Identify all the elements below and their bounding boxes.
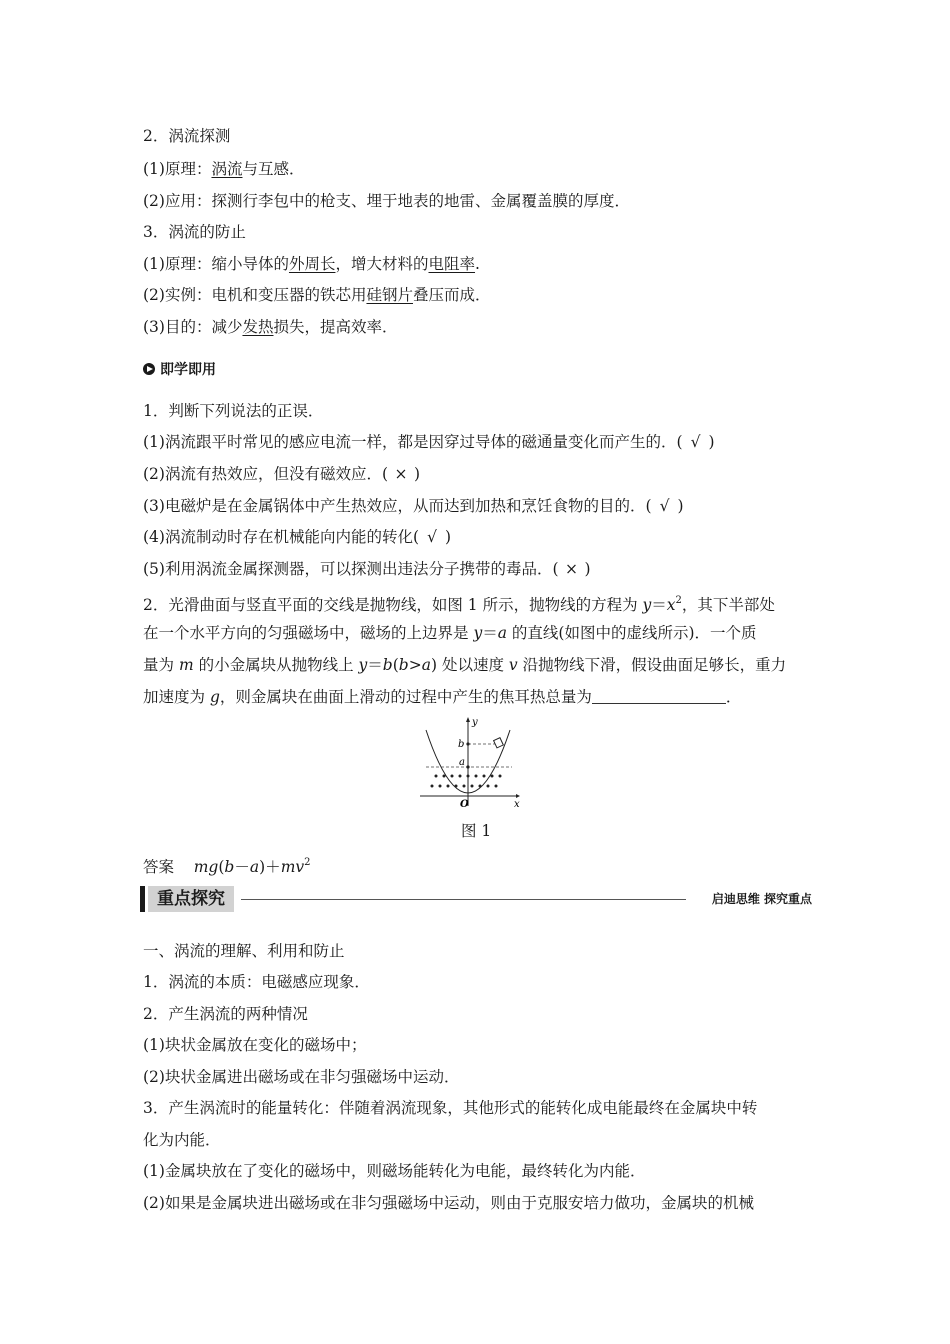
math-var: x (666, 596, 676, 614)
key-title: 一、涡流的理解、利用和防止 (143, 942, 345, 960)
judgement-item (143, 463, 420, 485)
magnetic-field-dots (431, 775, 502, 788)
label-a: a (459, 757, 465, 768)
q2-text: 的直线(如图中的虚线所示)．一个质 (506, 624, 757, 642)
label-origin: O (460, 799, 469, 810)
judgement-text: (5)利用涡流金属探测器，可以探测出违法分子携带的毒品．( (143, 560, 559, 578)
math-var: y (358, 656, 368, 674)
math-op: － (234, 858, 250, 876)
judgement-close: ) (677, 497, 684, 515)
q2-text: 量为 (143, 656, 179, 674)
banner-bar (140, 886, 145, 912)
figure-caption: 图 1 (461, 822, 492, 840)
math-var: a (497, 624, 507, 642)
math-var: v (508, 656, 518, 674)
banner-rule (241, 899, 686, 900)
blank-answer: 电阻率 (428, 255, 476, 273)
section-2-item-1 (143, 158, 305, 180)
key-line: (2)如果是金属块进出磁场或在非匀强磁场中运动，则由于克服安培力做功，金属块的机械 (143, 1194, 754, 1212)
judgement-item (143, 558, 591, 580)
item-mid: ，增大材料的 (335, 255, 429, 273)
judgement-text: (4)涡流制动时存在机械能向内能的转化( (143, 528, 420, 546)
answer-line (143, 852, 311, 878)
judgement-text: (3)电磁炉是在金属锅体中产生热效应，从而达到加热和烹饪食物的目的．( (143, 497, 652, 515)
math-op: ＝ (367, 656, 383, 674)
judgement-mark: × (565, 560, 579, 578)
section-2-item-2: (2)应用：探测行李包中的枪支、埋于地表的地雷、金属覆盖膜的厚度． (143, 192, 630, 210)
judgement-mark: × (394, 465, 408, 483)
judgement-mark: √ (427, 528, 437, 546)
banner-subtitle: 启迪思维 探究重点 (711, 892, 812, 906)
math-exp: 2 (304, 857, 311, 868)
parabola-diagram (416, 716, 526, 810)
question-2-line-1 (143, 590, 775, 616)
key-line: 2．产生涡流的两种情况 (143, 1005, 308, 1023)
item-prefix: (2)实例：电机和变压器的铁芯用 (143, 286, 367, 304)
question-2-line-2 (143, 622, 757, 644)
item-suffix: . (475, 255, 480, 273)
q2-text: 的小金属块从抛物线上 (193, 656, 359, 674)
answer-blank[interactable] (592, 687, 726, 704)
judgement-close: ) (708, 433, 715, 451)
label-x: x (514, 799, 520, 810)
item-prefix: (1)原理：缩小导体的 (143, 255, 289, 273)
math-var: y (642, 596, 652, 614)
judgement-item (143, 431, 715, 453)
section-3-item-2 (143, 284, 491, 306)
section-2-title: 2．涡流探测 (143, 127, 231, 145)
answer-label: 答案 (143, 858, 175, 876)
q2-text: ，其下半部处 (681, 596, 775, 614)
judgement-mark: √ (659, 497, 670, 515)
section-3-title: 3．涡流的防止 (143, 223, 246, 241)
section-banner (140, 884, 812, 914)
q2-text: 在一个水平方向的匀强磁场中，磁场的上边界是 (143, 624, 474, 642)
judgement-close: ) (414, 465, 421, 483)
blank-answer: 涡流 (211, 160, 243, 178)
q2-text: 加速度为 (143, 688, 210, 706)
blank-answer: 硅钢片 (366, 286, 413, 304)
q2-text: 沿抛物线下滑，假设曲面足够长，重力 (517, 656, 787, 674)
item-suffix: 叠压而成． (412, 286, 491, 304)
math-exp: 2 (675, 595, 682, 606)
q2-text: ，则金属块在曲面上滑动的过程中产生的焦耳热总量为 (219, 688, 592, 706)
math-op: ＝ (482, 624, 498, 642)
judgement-item (143, 495, 684, 517)
q2-text: ． (725, 688, 742, 706)
metal-block (494, 738, 504, 748)
math-op: ( (392, 656, 399, 674)
judgement-close: ) (584, 560, 591, 578)
item-prefix: (1)原理： (143, 160, 212, 178)
judgement-text: (2)涡流有热效应，但没有磁效应．( (143, 465, 389, 483)
key-line: (1)金属块放在了变化的磁场中，则磁场能转化为电能，最终转化为内能． (143, 1162, 646, 1180)
item-suffix: 与互感． (242, 160, 305, 178)
judgement-text: (1)涡流跟平时常见的感应电流一样，都是因穿过导体的磁通量变化而产生的．( (143, 433, 683, 451)
math-op: )＋ (259, 858, 281, 876)
figure-1-parabola (416, 716, 526, 810)
math-op: > (408, 656, 422, 674)
math-var: y (473, 624, 483, 642)
key-line: (1)块状金属放在变化的磁场中； (143, 1036, 367, 1054)
math-op: ＝ (651, 596, 667, 614)
key-line: 1．涡流的本质：电磁感应现象． (143, 973, 370, 991)
question-2-line-3 (143, 654, 786, 676)
blank-answer: 发热 (242, 318, 274, 336)
key-line: (2)块状金属进出磁场或在非匀强磁场中运动． (143, 1068, 460, 1086)
judgement-close: ) (445, 528, 452, 546)
math-var: mg (193, 858, 219, 876)
section-3-item-3 (143, 316, 398, 338)
question-1-title: 1．判断下列说法的正误． (143, 402, 324, 420)
point-b (466, 742, 469, 745)
blank-answer: 外周长 (288, 255, 336, 273)
key-line: 化为内能． (143, 1131, 221, 1149)
item-prefix: (3)目的：减少 (143, 318, 243, 336)
banner-title: 重点探究 (148, 886, 234, 912)
math-var: g (209, 688, 220, 706)
judgement-mark: √ (690, 433, 701, 451)
x-axis-arrow-icon (516, 794, 520, 798)
practice-heading (143, 359, 216, 379)
key-line: 3．产生涡流时的能量转化：伴随着涡流现象，其他形式的能转化成电能最终在金属块中转 (143, 1099, 758, 1117)
question-2-line-4 (143, 686, 741, 708)
item-suffix: 损失，提高效率． (273, 318, 398, 336)
math-var: b (382, 656, 393, 674)
q2-text: ) 处以速度 (430, 656, 509, 674)
math-var: a (421, 656, 431, 674)
math-var: b (398, 656, 409, 674)
math-var: m (178, 656, 194, 674)
play-circle-icon (143, 363, 155, 375)
judgement-item (143, 526, 451, 548)
practice-heading-label: 即学即用 (160, 362, 216, 378)
q2-text: 2．光滑曲面与竖直平面的交线是抛物线，如图 1 所示，抛物线的方程为 (143, 596, 643, 614)
label-b: b (458, 739, 465, 750)
point-a (466, 765, 469, 768)
math-var: mv (280, 858, 305, 876)
label-y: y (472, 717, 478, 728)
section-3-item-1 (143, 253, 480, 275)
math-var: b (224, 858, 235, 876)
y-axis-arrow-icon (466, 717, 470, 722)
math-op: ( (218, 858, 225, 876)
math-var: a (249, 858, 260, 876)
